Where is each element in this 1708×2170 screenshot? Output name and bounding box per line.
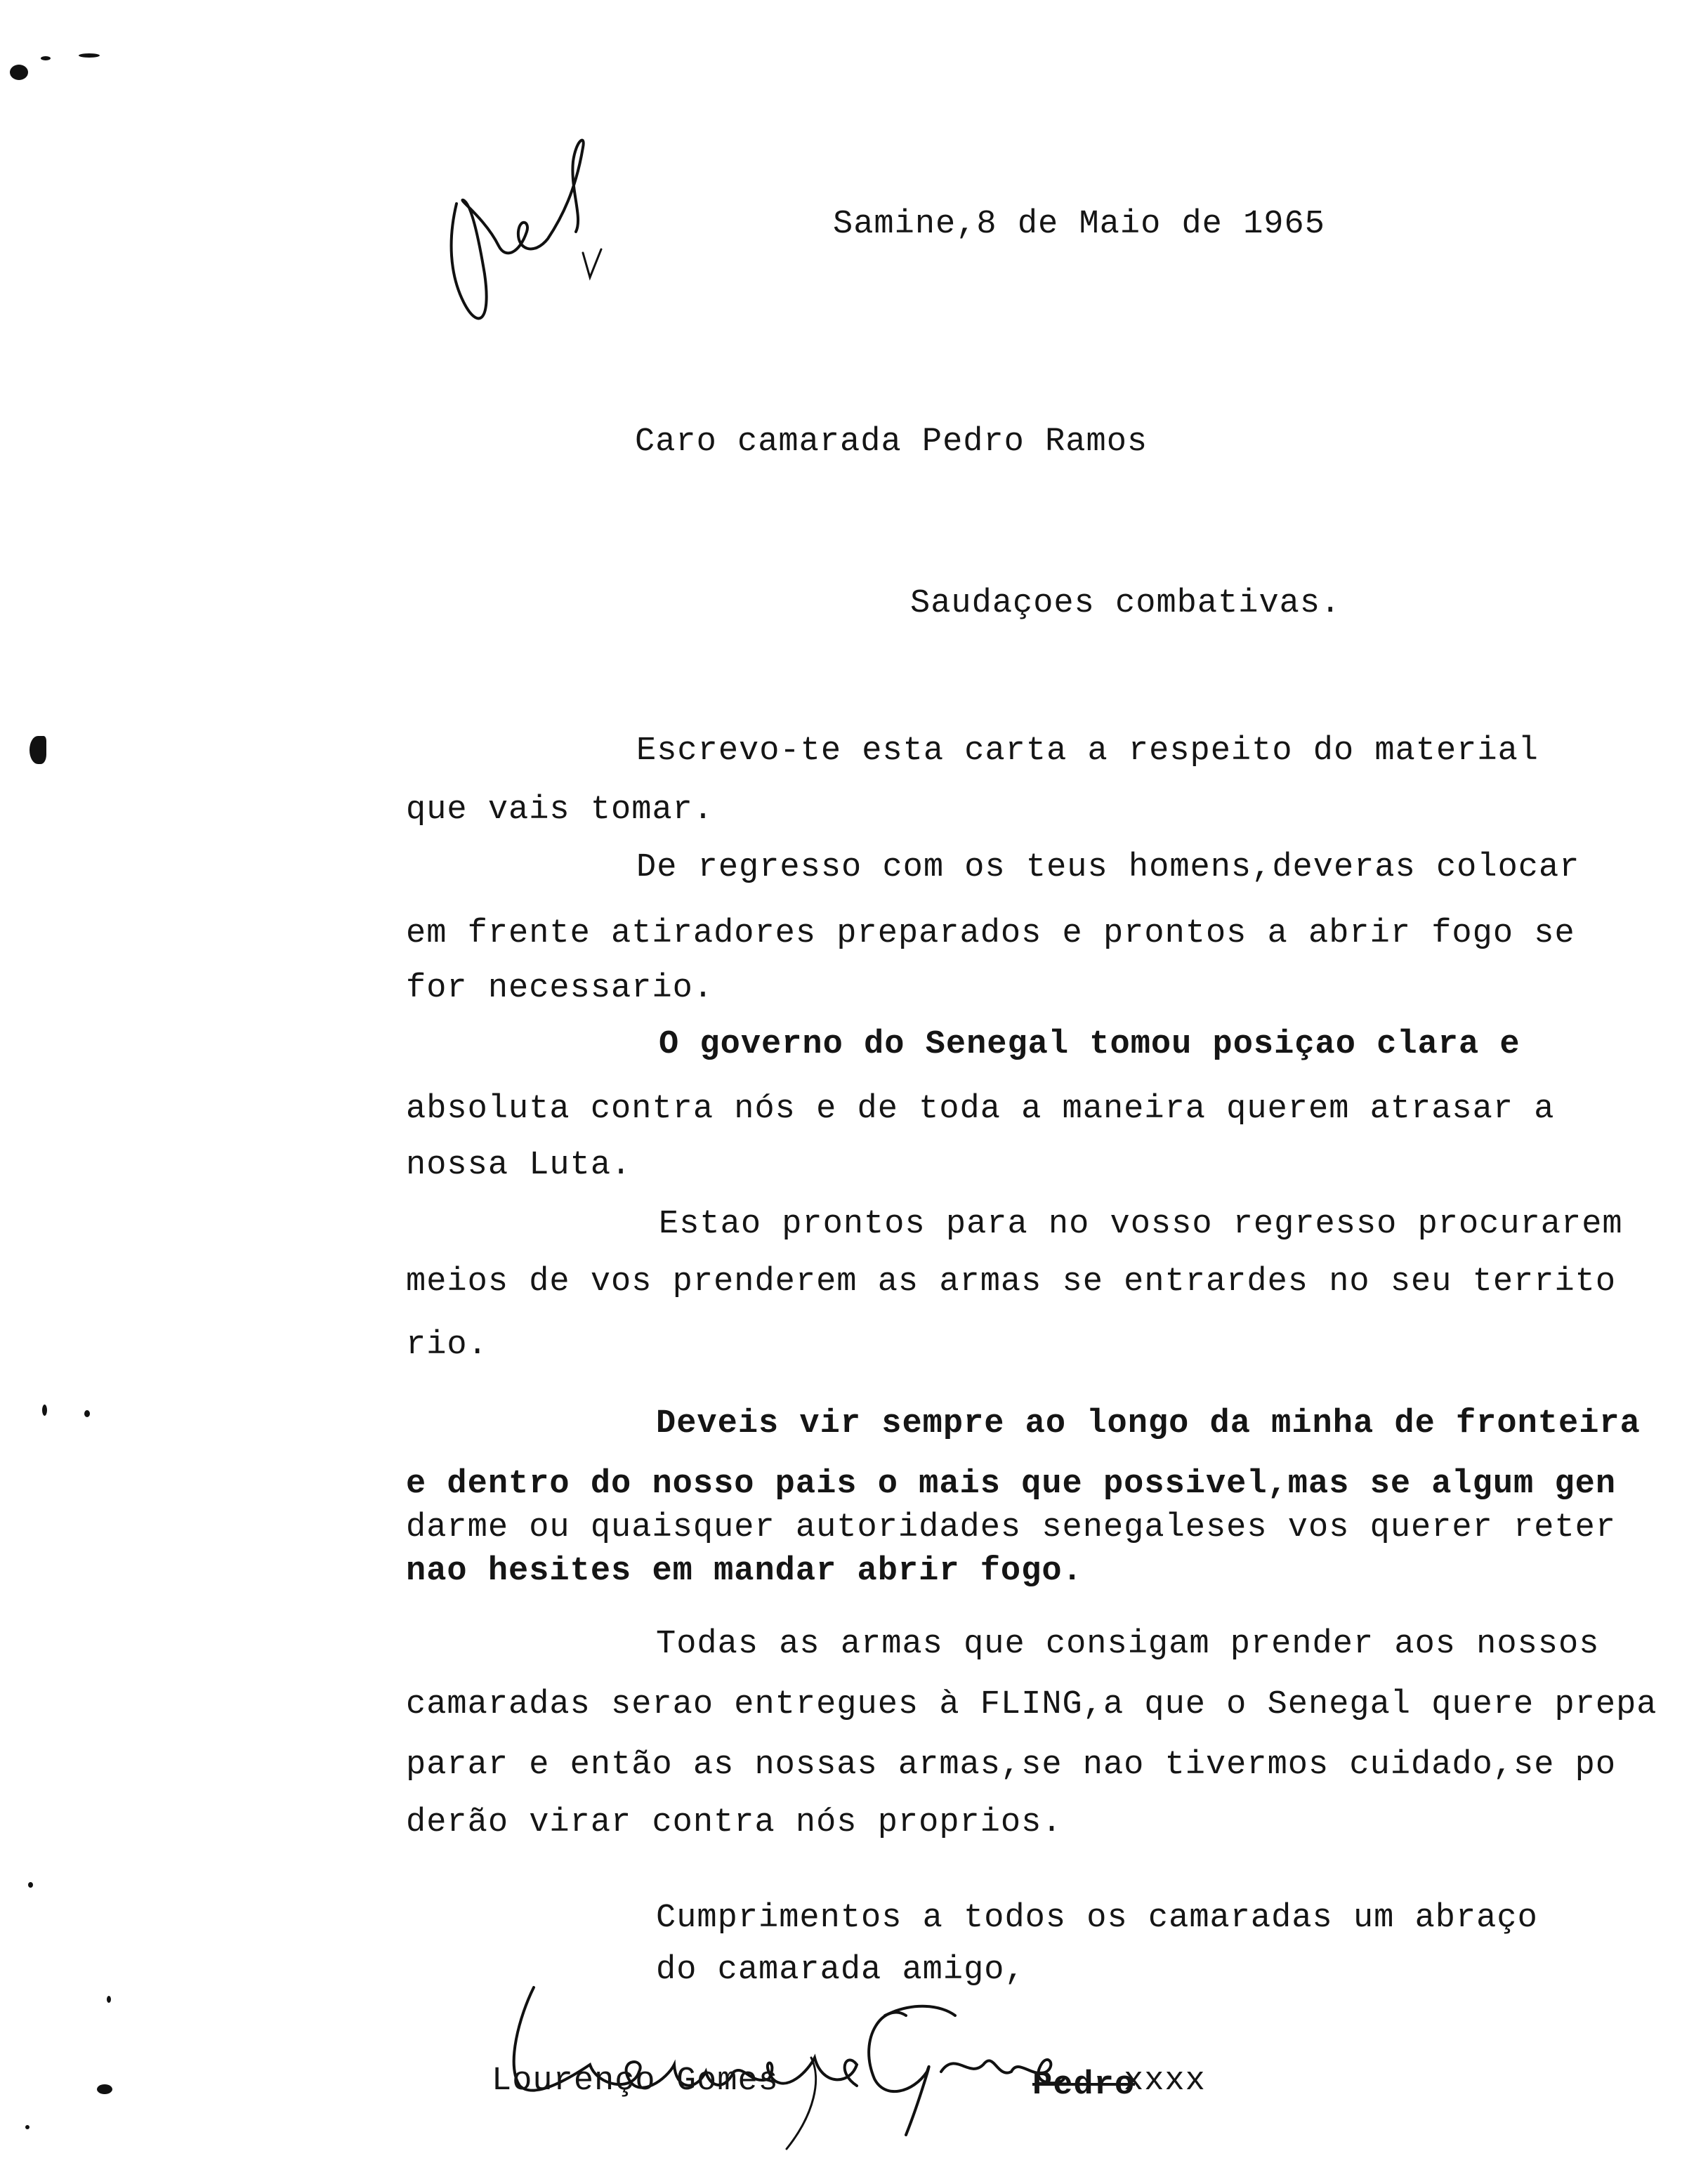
handwritten-annotation bbox=[435, 133, 604, 344]
typed-signature: Lourenço Gomes bbox=[492, 2063, 779, 2100]
scan-mark bbox=[25, 2125, 29, 2129]
scan-mark bbox=[107, 1996, 111, 2003]
body-line: Deveis vir sempre ao longo da minha de fronteira bbox=[656, 1405, 1641, 1442]
scan-mark bbox=[10, 65, 28, 80]
body-line: que vais tomar. bbox=[406, 791, 714, 829]
body-line: nossa Luta. bbox=[406, 1147, 632, 1184]
date-line: Samine,8 de Maio de 1965 bbox=[833, 206, 1325, 243]
greeting: Saudaçoes combativas. bbox=[910, 585, 1341, 622]
scan-mark bbox=[42, 1405, 47, 1416]
body-line: Escrevo-te esta carta a respeito do material bbox=[636, 732, 1539, 770]
body-line: meios de vos prenderem as armas se entrardes no seu territo bbox=[406, 1263, 1617, 1301]
body-line: parar e então as nossas armas,se nao tivermos cuidado,se po bbox=[406, 1747, 1617, 1784]
body-line: Todas as armas que consigam prender aos nossos bbox=[656, 1626, 1600, 1663]
body-line: derão virar contra nós proprios. bbox=[406, 1804, 1063, 1841]
body-line: e dentro do nosso pais o mais que possivel,mas se algum gen bbox=[406, 1466, 1617, 1503]
scan-mark bbox=[28, 1882, 33, 1888]
body-line: rio. bbox=[406, 1327, 488, 1364]
body-line: absoluta contra nós e de toda a maneira querem atrasar a bbox=[406, 1091, 1555, 1128]
body-line: De regresso com os teus homens,deveras colocar bbox=[636, 849, 1580, 886]
closing-line: do camarada amigo, bbox=[656, 1952, 1025, 1989]
scan-mark bbox=[84, 1410, 90, 1417]
body-line: darme ou quaisquer autoridades senegaleses vos querer reter bbox=[406, 1509, 1617, 1546]
body-line: em frente atiradores preparados e prontos a abrir fogo se bbox=[406, 915, 1575, 952]
body-line: for necessario. bbox=[406, 970, 714, 1007]
scan-mark bbox=[29, 736, 46, 764]
struck-out-name: Pedro bbox=[1032, 2067, 1136, 2104]
salutation: Caro camarada Pedro Ramos bbox=[635, 423, 1148, 461]
body-line: Estao prontos para no vosso regresso procurarem bbox=[659, 1206, 1623, 1243]
body-line: nao hesites em mandar abrir fogo. bbox=[406, 1553, 1083, 1590]
body-line: camaradas serao entregues à FLING,a que o Senegal quere prepa bbox=[406, 1686, 1657, 1723]
scan-mark bbox=[97, 2084, 112, 2094]
trailing-x: xxxx bbox=[1124, 2063, 1206, 2100]
scan-mark bbox=[41, 56, 51, 60]
scan-mark bbox=[79, 53, 100, 58]
closing-line: Cumprimentos a todos os camaradas um abraço bbox=[656, 1900, 1538, 1937]
body-line: O governo do Senegal tomou posiçao clara e bbox=[659, 1026, 1520, 1063]
